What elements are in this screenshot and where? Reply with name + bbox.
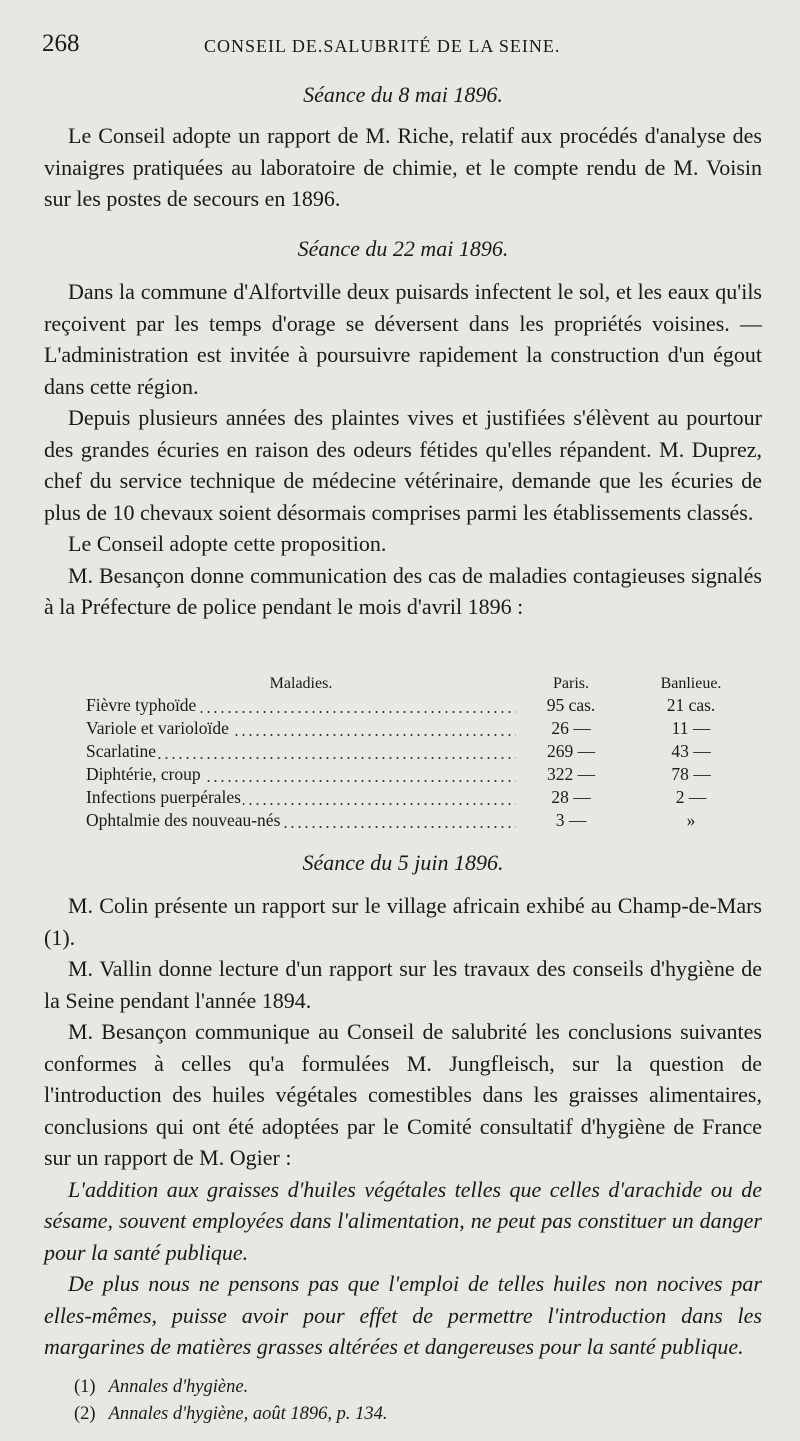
column-header-paris: Paris. <box>553 675 589 692</box>
italic-conclusion: De plus nous ne pensons pas que l'emploi de telles huiles non nocives par elles-mêmes, puisse avoir pour effet de permettre l'introduction dans les margarines de matières grasses altérées et dangereuses pour la santé publique. <box>44 1271 762 1359</box>
seance-title: Séance du 5 juin 1896. <box>302 850 504 875</box>
banlieue-count: 78 — <box>671 764 711 784</box>
column-header-maladies: Maladies. <box>269 675 333 692</box>
disease-name: Scarlatine <box>86 741 156 761</box>
section-8-mai <box>44 82 762 108</box>
banlieue-count: 21 cas. <box>666 695 716 715</box>
paragraph: M. Besançon communique au Conseil de salubrité les conclusions suivantes conformes à celles qu'a formulées M. Jungfleisch, sur la question de l'introduction des huiles végétales comestibles dans les graisses alimentaires, conclusions qui ont été adoptées par le Comité consultatif d'hygiène de France sur un rapport de M. Ogier : <box>44 1019 762 1170</box>
footnote-text: Annales d'hygiène, août 1896, p. 134. <box>108 1404 388 1424</box>
table-row <box>86 762 756 785</box>
table-row <box>86 693 756 716</box>
disease-name: Variole et varioloïde <box>86 718 229 738</box>
page-number: 268 <box>42 30 80 57</box>
column-header-banlieue: Banlieue. <box>660 675 722 692</box>
disease-name: Fièvre typhoïde <box>86 695 197 715</box>
paragraph: Dans la commune d'Alfortville deux puisards infectent le sol, et les eaux qu'ils reçoivent par les temps d'orage se déversent dans les propriétés voisines. — L'administration est invitée à poursuivre rapidement la construction d'un égout dans cette région. <box>44 279 762 399</box>
disease-name: Ophtalmie des nouveau-nés <box>86 810 281 830</box>
paragraph: M. Colin présente un rapport sur le village africain exhibé au Champ-de-Mars (1). <box>44 893 762 950</box>
section-5-juin-body <box>44 890 762 1363</box>
paris-count: 95 cas. <box>546 695 596 715</box>
seance-title: Séance du 8 mai 1896. <box>303 82 503 107</box>
footnote <box>74 1374 760 1401</box>
paragraph: Le Conseil adopte cette proposition. <box>68 531 387 556</box>
banlieue-count: 11 — <box>671 718 711 738</box>
section-22-mai-body <box>44 276 762 623</box>
section-5-juin <box>44 850 762 876</box>
footnote-text: Annales d'hygiène. <box>108 1377 249 1397</box>
section-8-mai-body <box>44 120 762 215</box>
paragraph: Depuis plusieurs années des plaintes vives et justifiées s'élèvent au pourtour des grandes écuries en raison des odeurs fétides qu'elles répandent. M. Duprez, chef du service technique de médecine vétérinaire, demande que les écuries de plus de 10 chevaux soient désormais comprises parmi les établissements classés. <box>44 405 762 525</box>
table-row <box>86 808 756 831</box>
paris-count: 269 — <box>546 741 596 761</box>
banlieue-count: 43 — <box>671 741 711 761</box>
paris-count: 28 — <box>551 787 591 807</box>
page-header <box>42 30 760 70</box>
paragraph: M. Vallin donne lecture d'un rapport sur les travaux des conseils d'hygiène de la Seine pendant l'année 1894. <box>44 956 762 1013</box>
banlieue-count: 2 — <box>675 787 707 807</box>
footnote-number: (1) <box>74 1377 96 1397</box>
paris-count: 322 — <box>546 764 596 784</box>
disease-name: Diphtérie, croup <box>86 764 201 784</box>
banlieue-count: » <box>686 810 696 830</box>
paragraph: Le Conseil adopte un rapport de M. Riche, relatif aux procédés d'analyse des vinaigres pratiquées au laboratoire de chimie, et le compte rendu de M. Voisin sur les postes de secours en 1896. <box>44 123 762 211</box>
paris-count: 3 — <box>555 810 587 830</box>
footnote <box>74 1401 760 1428</box>
disease-name: Infections puerpérales <box>86 787 241 807</box>
paragraph: M. Besançon donne communication des cas de maladies contagieuses signalés à la Préfecture de police pendant le mois d'avril 1896 : <box>44 562 762 619</box>
paris-count: 26 — <box>551 718 591 738</box>
table-row <box>86 785 756 808</box>
running-title: CONSEIL DE.SALUBRITÉ DE LA SEINE. <box>204 36 561 56</box>
table-row <box>86 716 756 739</box>
table-row <box>86 739 756 762</box>
footnote-number: (2) <box>74 1404 96 1424</box>
seance-title: Séance du 22 mai 1896. <box>297 236 509 261</box>
table-header-row <box>86 670 756 693</box>
maladies-table <box>86 670 756 831</box>
section-22-mai <box>44 236 762 262</box>
italic-conclusion: L'addition aux graisses d'huiles végétales telles que celles d'arachide ou de sésame, souvent employées dans l'alimentation, ne peut pas constituer un danger pour la santé publique. <box>44 1176 762 1265</box>
footnotes <box>74 1374 760 1428</box>
